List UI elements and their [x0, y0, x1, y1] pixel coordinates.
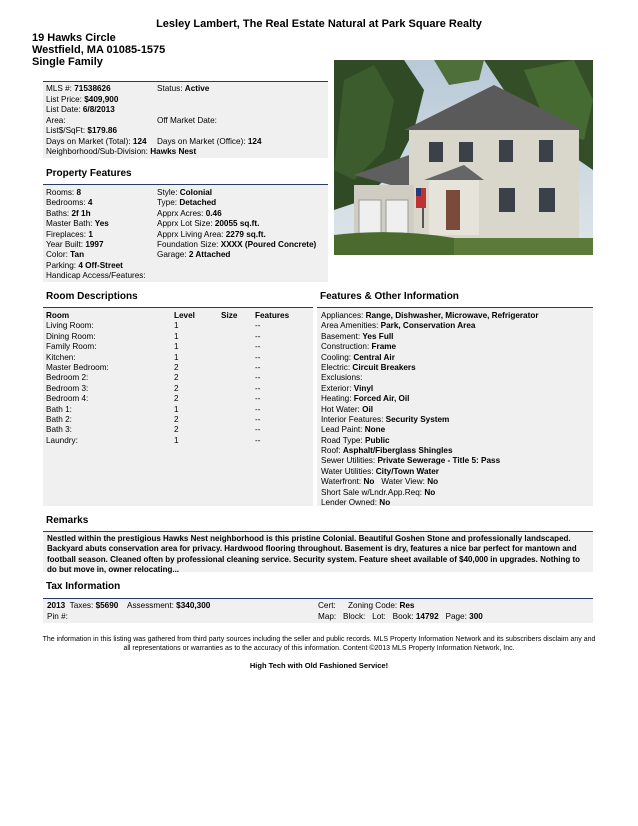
feature-value: Range, Dishwasher, Microwave, Refrigerator — [365, 311, 539, 320]
tax-year: 2013 — [47, 601, 66, 610]
feature-label: Construction: — [321, 342, 370, 352]
room-table-header — [46, 311, 311, 321]
feature-value: Yes Full — [362, 331, 394, 341]
room-table-row-cell: Bath 2: — [46, 414, 72, 424]
feature-value: City/Town Water — [375, 466, 439, 476]
room-table-row-cell: -- — [255, 383, 261, 393]
property-feature-row — [157, 209, 316, 219]
room-table-row-cell: -- — [255, 362, 261, 372]
room-table-row — [46, 425, 311, 435]
disclaimer-line-2: all representations or warranties as to the accuracy of this information. Content ©2013 MLS Property Information Network, Inc. — [123, 645, 515, 652]
list-sqft-label: List$/SqFt: — [46, 126, 86, 135]
room-table-row — [46, 342, 311, 352]
property-feature-row — [46, 240, 146, 250]
feature-value: Forced Air, Oil — [353, 394, 410, 404]
taxes-value: $5690 — [95, 601, 119, 610]
feature-value: No — [363, 477, 375, 487]
property-photo — [334, 60, 593, 255]
property-feature-label: Baths: — [46, 208, 70, 218]
feature-item — [321, 425, 539, 435]
feature-value: Central Air — [353, 352, 395, 362]
feature-value: Oil — [362, 404, 374, 414]
feature-item — [321, 394, 539, 404]
feature-label: Roof: — [321, 446, 341, 456]
tax-cert-label: Cert: — [318, 601, 336, 610]
dom-office-value: 124 — [247, 136, 262, 146]
feature-label: Cooling: — [321, 352, 352, 362]
property-feature-row — [157, 198, 316, 208]
room-table-row-cell: Dining Room: — [46, 331, 96, 341]
mls-label: MLS #: — [46, 84, 72, 93]
off-market-label: Off Market Date: — [157, 115, 217, 125]
property-feature-label: Garage: — [157, 250, 187, 260]
book-label: Book: — [392, 612, 414, 621]
feature-label: Hot Water: — [321, 404, 360, 414]
feature-label: Water Utilities: — [321, 466, 374, 476]
feature-label: Appliances: — [321, 311, 364, 320]
room-table-row-cell: Family Room: — [46, 342, 97, 352]
feature-value: Circuit Breakers — [352, 362, 416, 372]
feature-label: Interior Features: — [321, 414, 384, 424]
room-table-row-cell: -- — [255, 373, 261, 383]
room-table-header-cell: Room — [46, 311, 70, 320]
property-features-left — [46, 188, 146, 282]
room-table-row-cell: -- — [255, 352, 261, 362]
feature-item — [321, 467, 539, 477]
property-feature-label: Fireplaces: — [46, 229, 87, 239]
room-table-row-cell: -- — [255, 414, 261, 424]
room-table-row-cell: Bedroom 4: — [46, 394, 89, 404]
book-value: 14792 — [415, 612, 439, 621]
feature-item — [321, 311, 539, 321]
property-feature-row — [46, 230, 146, 240]
feature-label: Lender Owned: — [321, 498, 377, 508]
room-table-row-cell: 1 — [174, 331, 179, 341]
room-table-header-cell: Features — [255, 311, 290, 320]
feature-item — [321, 332, 539, 342]
tax-year-taxes — [47, 601, 118, 611]
room-table-row — [46, 384, 311, 394]
property-feature-row — [157, 230, 316, 240]
room-table-row-cell: 2 — [174, 362, 179, 372]
property-feature-label: Bedrooms: — [46, 198, 86, 208]
property-feature-label: Parking: — [46, 260, 77, 270]
neighborhood — [46, 147, 196, 157]
property-feature-value: 2 Attached — [188, 250, 231, 260]
room-table-row — [46, 436, 311, 446]
property-feature-label: Year Built: — [46, 239, 84, 249]
room-table-row — [46, 415, 311, 425]
feature-item — [321, 373, 539, 383]
list-date-label: List Date: — [46, 105, 81, 114]
property-feature-row — [46, 250, 146, 260]
dom-office-label: Days on Market (Office): — [157, 136, 246, 146]
remarks-title: Remarks — [46, 515, 89, 526]
room-table-row-cell: Living Room: — [46, 321, 94, 331]
tagline: High Tech with Old Fashioned Service! — [249, 661, 389, 670]
room-table-row — [46, 373, 311, 383]
feature-item — [321, 353, 539, 363]
tax-assessment — [127, 601, 210, 611]
room-table-header-cell: Size — [221, 311, 238, 320]
tax-information-title: Tax Information — [46, 581, 121, 592]
list-sqft-value: $179.86 — [87, 126, 118, 135]
feature-value: None — [364, 425, 386, 435]
room-table-row-cell: Bath 3: — [46, 425, 72, 435]
feature-label: Lead Paint: — [321, 425, 363, 435]
property-feature-value: 2279 sq.ft. — [225, 229, 266, 239]
feature-label: Exterior: — [321, 383, 352, 393]
page-value: 300 — [469, 612, 483, 621]
list-price-label: List Price: — [46, 94, 82, 104]
days-on-market-total — [46, 137, 147, 147]
features-list — [321, 311, 539, 508]
feature-value: Frame — [371, 342, 397, 352]
room-table-row-cell: 2 — [174, 373, 179, 383]
property-feature-value: 2f 1h — [71, 208, 91, 218]
feature-item — [321, 321, 539, 331]
assessment-value: $340,300 — [176, 601, 211, 610]
room-table-row-cell: 2 — [174, 394, 179, 404]
feature-value: Security System — [385, 414, 450, 424]
house-photo-image — [334, 60, 593, 255]
disclaimer-line-1: The information in this listing was gathered from third party sources including the seller and public records. MLS Property Information Network and its subscribers disclaim any and — [42, 636, 596, 643]
feature-item — [321, 405, 539, 415]
room-table-row-cell: 2 — [174, 383, 179, 393]
area-label: Area: — [46, 115, 66, 125]
property-feature-value: Colonial — [179, 188, 213, 197]
property-feature-row — [157, 219, 316, 229]
property-feature-label: Foundation Size: — [157, 239, 219, 249]
property-feature-row — [46, 209, 146, 219]
feature-item — [321, 446, 539, 456]
property-feature-row — [46, 219, 146, 229]
neighborhood-label: Neighborhood/Sub-Division: — [46, 147, 148, 156]
room-table-row-cell: -- — [255, 425, 261, 435]
feature-label: Water View: — [381, 477, 425, 487]
property-feature-value: 20055 sq.ft. — [214, 219, 260, 229]
room-table-row-cell: 2 — [174, 425, 179, 435]
property-feature-value: 1997 — [85, 239, 104, 249]
property-feature-label: Color: — [46, 250, 68, 260]
dom-total-label: Days on Market (Total): — [46, 136, 131, 146]
room-table-row-cell: Bath 1: — [46, 404, 72, 414]
property-features-right — [157, 188, 316, 261]
address-line-2: Westfield, MA 01085-1575 — [32, 44, 166, 56]
feature-value: No — [379, 498, 391, 508]
room-table-row-cell: -- — [255, 342, 261, 352]
feature-item — [321, 363, 539, 373]
feature-label: Short Sale w/Lndr.App.Req: — [321, 487, 423, 497]
property-feature-value: 0.46 — [205, 208, 222, 218]
feature-label: Sewer Utilities: — [321, 456, 376, 466]
feature-item — [321, 436, 539, 446]
property-feature-row — [157, 240, 316, 250]
feature-item — [321, 342, 539, 352]
tax-pin-label: Pin #: — [47, 612, 68, 621]
room-table-row-cell: -- — [255, 394, 261, 404]
room-table — [46, 311, 311, 446]
page-label: Page: — [445, 612, 467, 621]
mls-number — [46, 84, 111, 94]
room-table-row — [46, 363, 311, 373]
room-descriptions-title: Room Descriptions — [46, 291, 138, 302]
feature-item — [321, 415, 539, 425]
room-table-row-cell: 1 — [174, 352, 179, 362]
property-feature-value: 4 Off-Street — [78, 260, 123, 270]
room-table-row-cell: -- — [255, 404, 261, 414]
property-feature-value: 4 — [87, 198, 93, 208]
room-table-row-cell: 1 — [174, 404, 179, 414]
list-price-per-sqft — [46, 126, 117, 136]
taxes-label: Taxes: — [69, 601, 94, 610]
list-date — [46, 105, 115, 115]
list-price — [46, 95, 118, 105]
block-label: Block: — [343, 612, 366, 621]
property-feature-label: Rooms: — [46, 188, 75, 197]
dom-total-value: 124 — [132, 136, 147, 146]
zoning-value: Res — [399, 601, 415, 610]
property-feature-row — [157, 250, 316, 260]
feature-label: Waterfront: — [321, 477, 362, 487]
property-feature-value: 1 — [88, 229, 93, 239]
room-table-row-cell: Kitchen: — [46, 352, 76, 362]
status-value: Active — [184, 84, 210, 93]
room-table-row-cell: 1 — [174, 435, 179, 445]
room-table-row-cell: Master Bedroom: — [46, 362, 109, 372]
feature-value: Park, Conservation Area — [380, 321, 476, 331]
property-feature-row — [46, 188, 146, 198]
property-feature-label: Apprx Acres: — [157, 208, 204, 218]
feature-value: No — [424, 487, 436, 497]
room-table-row-cell: Bedroom 2: — [46, 373, 89, 383]
property-feature-label: Type: — [157, 198, 178, 208]
feature-value: Private Sewerage - Title 5: Pass — [377, 456, 501, 466]
property-feature-row — [157, 188, 316, 198]
property-feature-label: Style: — [157, 188, 178, 197]
property-feature-label: Apprx Living Area: — [157, 229, 224, 239]
feature-value: No — [427, 477, 439, 487]
room-table-row-cell: Laundry: — [46, 435, 78, 445]
room-table-row-cell: -- — [255, 321, 261, 331]
feature-value: Asphalt/Fiberglass Shingles — [342, 446, 453, 456]
status — [157, 84, 209, 94]
property-type: Single Family — [32, 56, 103, 68]
neighborhood-value: Hawks Nest — [150, 147, 197, 156]
feature-label: Basement: — [321, 331, 361, 341]
room-table-row — [46, 332, 311, 342]
property-feature-row — [46, 261, 146, 271]
feature-value: Public — [365, 435, 390, 445]
room-table-row-cell: -- — [255, 331, 261, 341]
feature-item — [321, 456, 539, 466]
remarks-text: Nestled within the prestigious Hawks Nest neighborhood is this pristine Colonial. Beautiful Goshen Stone and professionally landscaped. Backyard abuts conservation area for privacy. Hardwood flooring throughout. Basement is dry, features a nice bar perfect for mantown and football season. Cleaned often by professional cleaning service. Security system. Feature sheet available of $40,000 in upgrades. Nothing to do but move in, owner relocating... — [47, 534, 581, 574]
room-table-row-cell: 2 — [174, 414, 179, 424]
map-label: Map: — [318, 612, 337, 621]
property-feature-row — [46, 198, 146, 208]
feature-label: Road Type: — [321, 435, 363, 445]
property-feature-value: Detached — [179, 198, 217, 208]
feature-label: Heating: — [321, 394, 352, 404]
room-table-header-cell: Level — [174, 311, 195, 320]
property-feature-value: 8 — [76, 188, 82, 197]
property-feature-label: Master Bath: — [46, 219, 93, 229]
room-table-row — [46, 394, 311, 404]
feature-item — [321, 488, 539, 498]
property-feature-value: Tan — [70, 250, 85, 260]
property-feature-label: Apprx Lot Size: — [157, 219, 213, 229]
tax-zoning — [348, 601, 414, 611]
property-feature-value: Yes — [94, 219, 109, 229]
feature-item — [321, 498, 539, 508]
agent-header: Lesley Lambert, The Real Estate Natural at Park Square Realty — [156, 18, 482, 30]
property-feature-value: XXXX (Poured Concrete) — [220, 239, 317, 249]
status-label: Status: — [157, 84, 183, 93]
zoning-label: Zoning Code: — [348, 601, 398, 610]
property-feature-label: Handicap Access/Features: — [46, 271, 146, 281]
feature-label: Electric: — [321, 362, 351, 372]
list-date-value: 6/8/2013 — [82, 105, 115, 114]
days-on-market-office — [157, 137, 262, 147]
tax-map-block-lot-book-page — [318, 612, 483, 622]
room-table-row — [46, 353, 311, 363]
address-line-1: 19 Hawks Circle — [32, 32, 116, 44]
property-feature-row — [46, 271, 146, 281]
feature-value: Vinyl — [353, 383, 374, 393]
room-table-row — [46, 321, 311, 331]
assessment-label: Assessment: — [127, 601, 174, 610]
features-title: Features & Other Information — [320, 291, 459, 302]
feature-label: Area Amenities: — [321, 321, 379, 331]
room-table-row-cell: 1 — [174, 342, 179, 352]
feature-item — [321, 477, 539, 487]
list-price-value: $409,900 — [84, 94, 119, 104]
room-table-row-cell: 1 — [174, 321, 179, 331]
room-table-row — [46, 405, 311, 415]
feature-label: Exclusions: — [321, 373, 363, 383]
property-features-title: Property Features — [46, 168, 132, 179]
room-table-row-cell: -- — [255, 435, 261, 445]
lot-label: Lot: — [372, 612, 386, 621]
feature-item — [321, 384, 539, 394]
room-table-row-cell: Bedroom 3: — [46, 383, 89, 393]
mls-value: 71538626 — [74, 84, 111, 93]
